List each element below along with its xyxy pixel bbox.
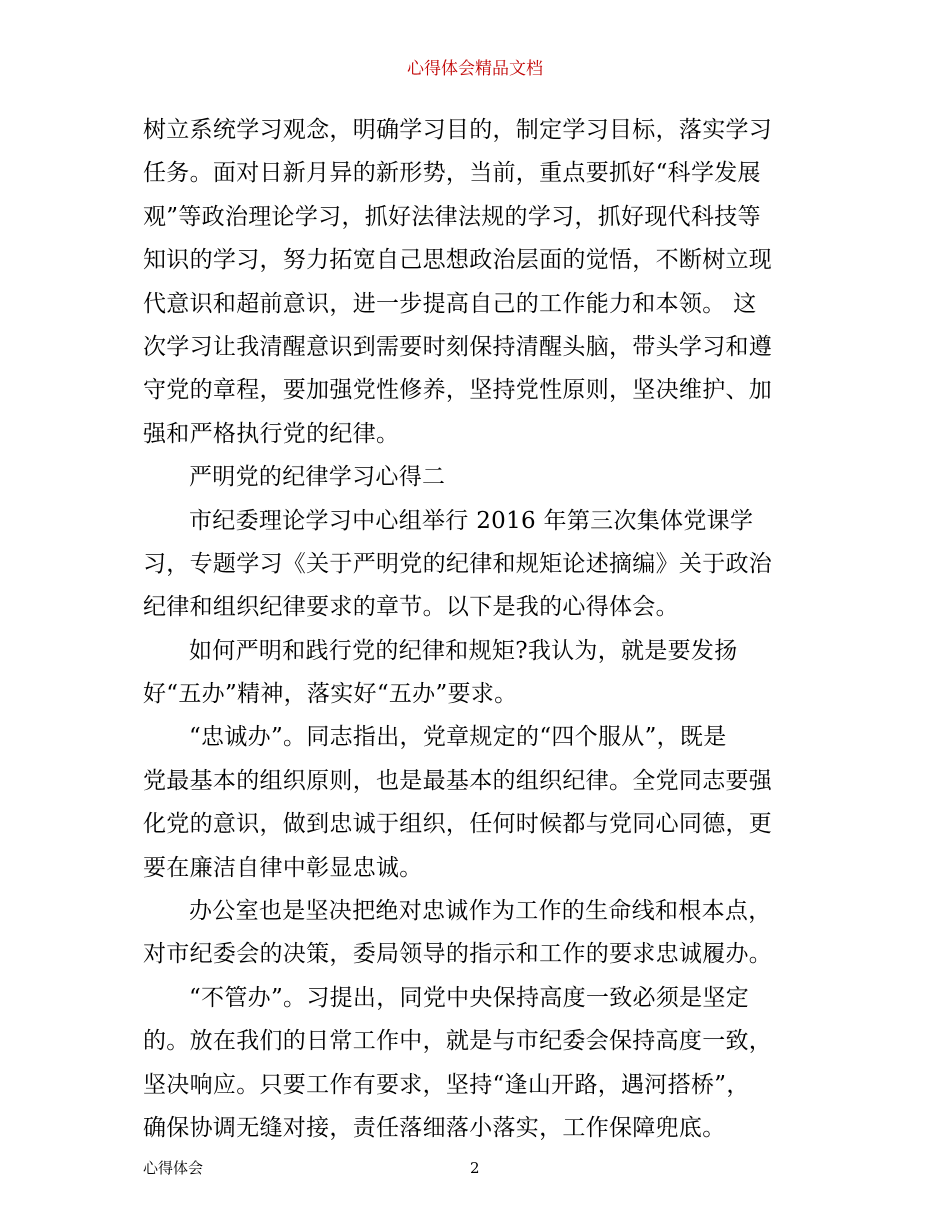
text-line: 党最基本的组织原则，也是最基本的组织纪律。全党同志要强 bbox=[143, 767, 773, 794]
text-line: “不管办”。习提出，同党中央保持高度一致必须是坚定 bbox=[189, 984, 750, 1011]
text-line: 好“五办”精神，落实好“五办”要求。 bbox=[143, 681, 518, 708]
text-line: 要在廉洁自律中彰显忠诚。 bbox=[143, 854, 423, 881]
text-line: 市纪委理论学习中心组举行 2016 年第三次集体党课学 bbox=[189, 507, 754, 534]
text-line: 代意识和超前意识，进一步提高自己的工作能力和本领。 这 bbox=[143, 290, 757, 317]
document-body bbox=[143, 109, 815, 1150]
text-line: 强和严格执行党的纪律。 bbox=[143, 420, 400, 447]
text-line: 坚决响应。只要工作有要求，坚持“逢山开路，遇河搭桥”， bbox=[143, 1071, 750, 1098]
text-line: 纪律和组织纪律要求的章节。以下是我的心得体会。 bbox=[143, 594, 679, 621]
text-line: 确保协调无缝对接，责任落细落小落实，工作保障兜底。 bbox=[143, 1114, 726, 1141]
text-line: 次学习让我清醒意识到需要时刻保持清醒头脑，带头学习和遵 bbox=[143, 333, 773, 360]
text-line: 守党的章程，要加强党性修养，坚持党性原则，坚决维护、加 bbox=[143, 377, 773, 404]
text-line: 对市纪委会的决策，委局领导的指示和工作的要求忠诚履办。 bbox=[143, 941, 773, 968]
text-line: 观”等政治理论学习，抓好法律法规的学习，抓好现代科技等 bbox=[143, 203, 761, 230]
page-number: 2 bbox=[470, 1159, 480, 1177]
text-line: 如何严明和践行党的纪律和规矩?我认为，就是要发扬 bbox=[189, 637, 738, 664]
text-line: 任务。面对日新月异的新形势，当前，重点要抓好“科学发展 bbox=[143, 160, 761, 187]
text-line: “忠诚办”。同志指出，党章规定的“四个服从”，既是 bbox=[189, 724, 727, 751]
footer-label: 心得体会 bbox=[143, 1159, 204, 1177]
text-line: 化党的意识，做到忠诚于组织，任何时候都与党同心同德，更 bbox=[143, 811, 773, 838]
text-line: 办公室也是坚决把绝对忠诚作为工作的生命线和根本点， bbox=[189, 898, 772, 925]
text-line: 树立系统学习观念，明确学习目的，制定学习目标，落实学习 bbox=[143, 117, 773, 143]
text-line: 的。放在我们的日常工作中，就是与市纪委会保持高度一致， bbox=[143, 1028, 773, 1055]
page-header-title: 心得体会精品文档 bbox=[407, 59, 543, 79]
text-line: 习，专题学习《关于严明党的纪律和规矩论述摘编》关于政治 bbox=[143, 550, 773, 577]
text-line: 知识的学习，努力拓宽自己思想政治层面的觉悟，不断树立现 bbox=[143, 247, 773, 274]
section-heading: 严明党的纪律学习心得二 bbox=[189, 464, 446, 491]
